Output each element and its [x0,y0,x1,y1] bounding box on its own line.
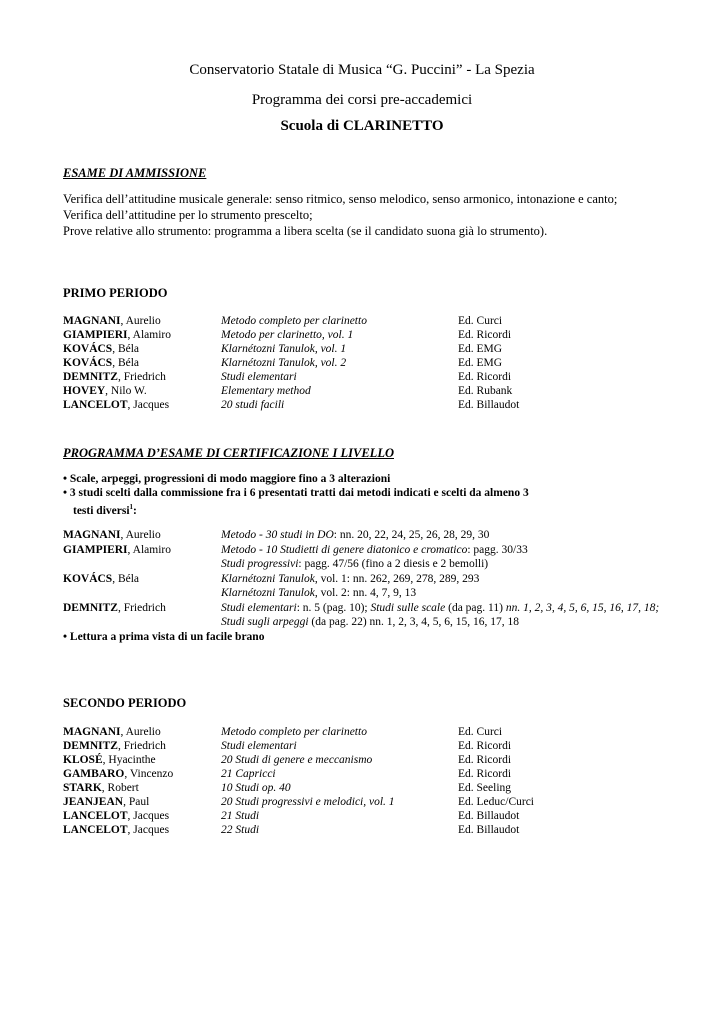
book-title: Studi elementari [221,371,297,383]
book-title: Studi elementari [221,740,297,752]
book-title: 21 Studi [221,810,260,822]
publisher: Ed. Billaudot [458,399,520,411]
book-title: 10 Studi op. 40 [221,782,291,794]
footnote-marker: 1 [129,503,134,511]
list-item [0,356,724,370]
list-item [0,342,724,356]
book-title: 20 Studi progressivi e melodici, vol. 1 [221,796,395,808]
author: KOVÁCS, Béla [63,573,140,585]
author: MAGNANI, Aurelio [63,726,161,738]
section-title-primo-periodo: PRIMO PERIODO [63,286,168,300]
author: MAGNANI, Aurelio [63,529,161,541]
publisher: Ed. Ricordi [458,329,512,341]
author: GAMBARO, Vincenzo [63,768,174,780]
author: LANCELOT, Jacques [63,810,170,822]
list-item [0,739,724,753]
author: DEMNITZ, Friedrich [63,602,166,614]
bullet-studi-cont: testi diversi$^1$: [73,503,137,517]
book-title: Klarnétozni Tanulok, vol. 2 [221,357,347,369]
author: GIAMPIERI, Alamiro [63,544,171,556]
list-item [0,767,724,781]
cert-description: Metodo - 30 studi in DO: nn. 20, 22, 24, 25, 26, 28, 29, 30 [221,529,490,541]
list-item [0,398,724,412]
book-title: Metodo completo per clarinetto [221,315,367,327]
list-item [0,781,724,795]
book-title: 20 studi facili [221,399,285,411]
publisher: Ed. Curci [458,726,503,738]
list-item [0,725,724,739]
author: JEANJEAN, Paul [63,796,150,808]
cert-description: Klarnétozni Tanulok, vol. 1: nn. 262, 269, 278, 289, 293 Klarnétozni Tanulok, vol. 2: nn. 4, 7, 9, 13 [221,573,480,599]
author: STARK, Robert [63,782,139,794]
publisher: Ed. EMG [458,357,503,369]
publisher: Ed. Seeling [458,782,512,794]
header-programma: Programma dei corsi pre-accademici [251,92,473,108]
publisher: Ed. EMG [458,343,503,355]
list-item [0,314,724,328]
author: KLOSÉ, Hyacinthe [63,754,156,766]
publisher: Ed. Ricordi [458,754,512,766]
ammissione-line: Verifica dell’attitudine musicale generale: senso ritmico, senso melodico, senso armonico, intonazione e canto; [63,192,618,206]
section-title-secondo-periodo: SECONDO PERIODO [63,696,187,710]
header-conservatorio: Conservatorio Statale di Musica “G. Puccini” - La Spezia [189,62,535,78]
book-title: 21 Capricci [221,768,276,780]
bullet-scale: • Scale, arpeggi, progressioni di modo maggiore fino a 3 alterazioni [63,473,391,485]
author: GIAMPIERI, Alamiro [63,329,171,341]
publisher: Ed. Ricordi [458,371,512,383]
list-item [0,795,724,809]
author: MAGNANI, Aurelio [63,315,161,327]
author: LANCELOT, Jacques [63,399,170,411]
publisher: Ed. Billaudot [458,824,520,836]
list-item [0,328,724,342]
book-title: Klarnétozni Tanulok, vol. 1 [221,343,347,355]
publisher: Ed. Curci [458,315,503,327]
book-title: 20 Studi di genere e meccanismo [221,754,373,766]
author: HOVEY, Nilo W. [63,385,147,397]
ammissione-line: Verifica dell’attitudine per lo strumento prescelto; [63,208,313,222]
list-item [0,370,724,384]
author: LANCELOT, Jacques [63,824,170,836]
list-item [0,384,724,398]
cert-description: Studi elementari: n. 5 (pag. 10); Studi sulle scale (da pag. 11) nn. 1, 2, 3, 4, 5, 6, 15, 16, 17, 18; Studi sugli arpeggi (da pag. 22) nn. 1, 2, 3, 4, 5, 6, 15, 16, 17, 18 [221,602,660,628]
ammissione-line: Prove relative allo strumento: programma a libera scelta (se il candidato suona già lo strumento). [63,224,548,238]
header-scuola: Scuola di CLARINETTO [280,118,444,134]
publisher: Ed. Ricordi [458,740,512,752]
section-title-ammissione: ESAME DI AMMISSIONE [63,166,207,180]
author: KOVÁCS, Béla [63,357,140,369]
cert-description: Metodo - 10 Studietti di genere diatonico e cromatico: pagg. 30/33 Studi progressivi: pagg. 47/56 (fino a 2 diesis e 2 bemolli) [221,544,528,570]
author: KOVÁCS, Béla [63,343,140,355]
book-title: Metodo per clarinetto, vol. 1 [221,329,354,341]
publisher: Ed. Leduc/Curci [458,796,535,808]
bullet-studi: • 3 studi scelti dalla commissione fra i 6 presentati tratti dai metodi indicati e scelti da almeno 3 [63,487,529,499]
list-item [0,809,724,823]
section-title-certificazione: PROGRAMMA D’ESAME DI CERTIFICAZIONE I LIVELLO [63,446,394,460]
book-title: Metodo completo per clarinetto [221,726,367,738]
publisher: Ed. Rubank [458,385,513,397]
publisher: Ed. Billaudot [458,810,520,822]
list-item [0,753,724,767]
publisher: Ed. Ricordi [458,768,512,780]
book-title: 22 Studi [221,824,260,836]
author: DEMNITZ, Friedrich [63,371,166,383]
book-title: Elementary method [221,385,311,397]
ammissione-text [63,191,643,239]
bullet-lettura: • Lettura a prima vista di un facile brano [63,631,265,643]
author: DEMNITZ, Friedrich [63,740,166,752]
list-item [0,823,724,837]
